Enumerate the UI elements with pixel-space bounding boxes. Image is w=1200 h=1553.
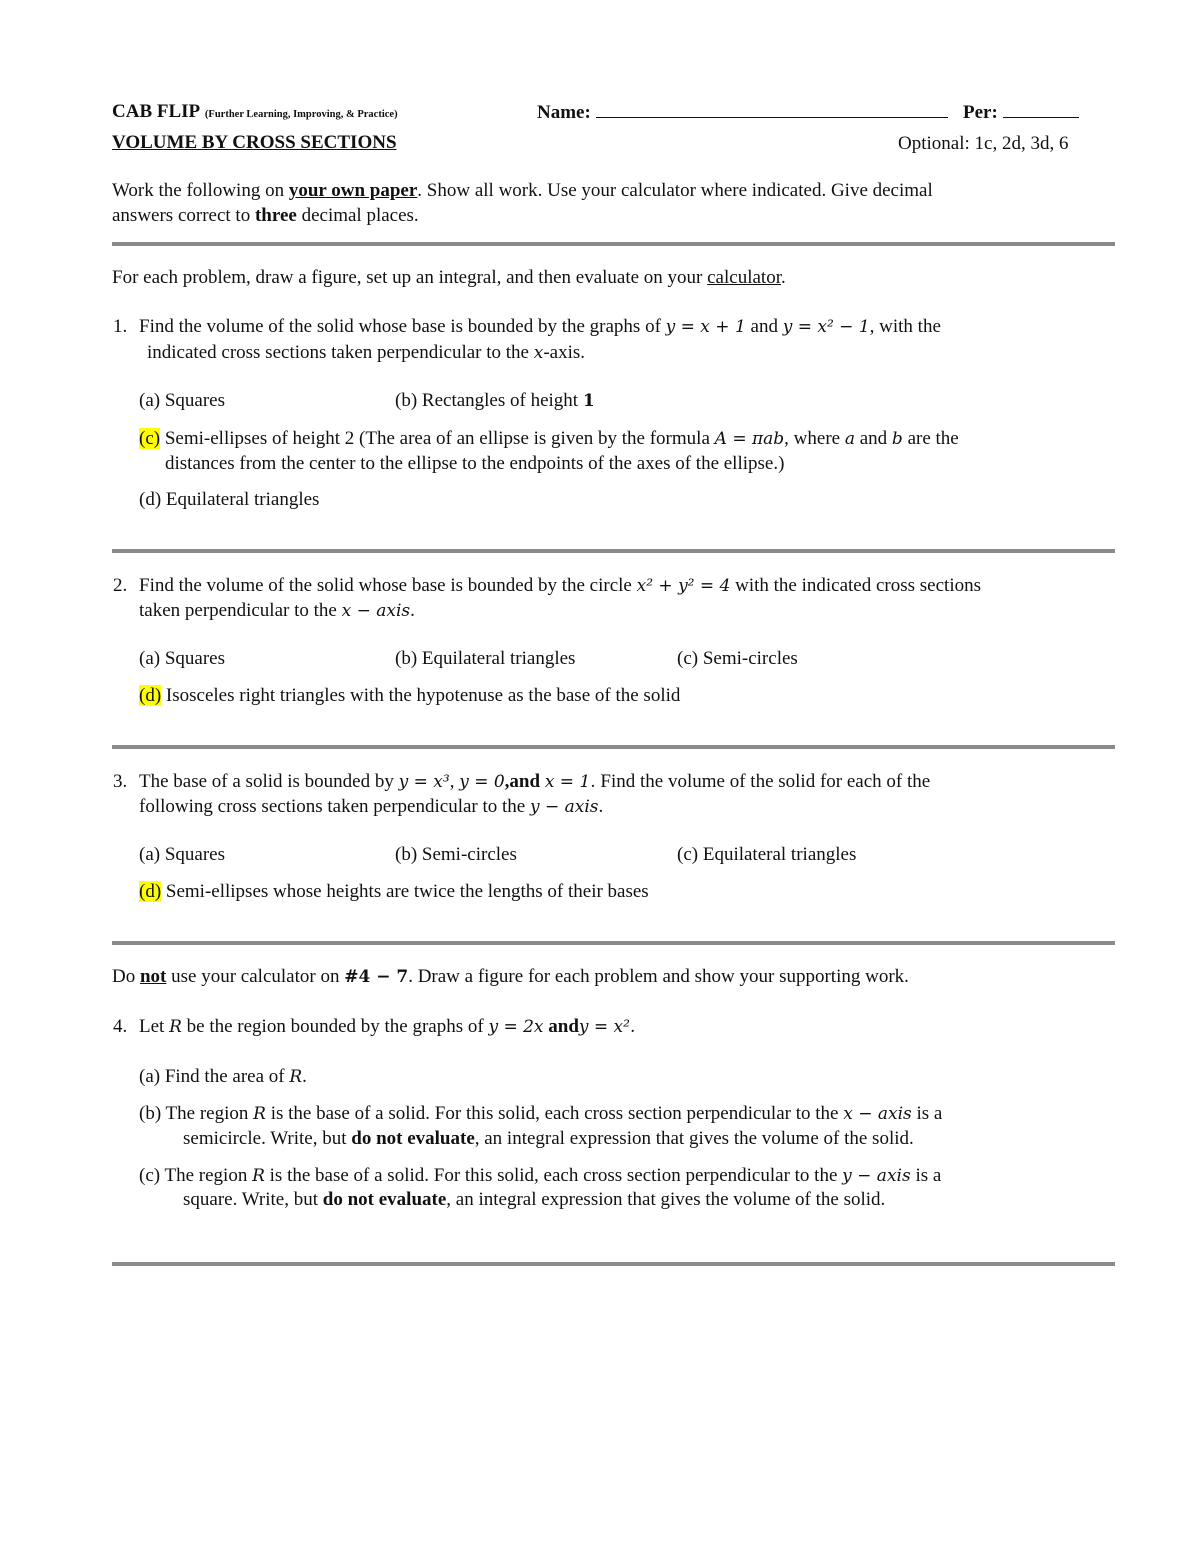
q2-part-d xyxy=(139,685,680,707)
q4-text: be the region bounded by the graphs of xyxy=(181,1016,489,1037)
q4-math: R xyxy=(253,1104,266,1124)
q1-text: and xyxy=(745,316,783,337)
q1-math: b xyxy=(891,429,903,449)
q4-math: R xyxy=(252,1166,265,1186)
q2-text: . xyxy=(410,600,415,621)
q4-math: R xyxy=(289,1067,303,1087)
per-field xyxy=(963,101,1079,124)
q1-math: x xyxy=(533,343,544,363)
intro-text: . Show all work. Use your calculator where indicated. Give decimal xyxy=(417,180,933,201)
q4-text: (b) The region xyxy=(139,1103,254,1124)
q1-text: , where xyxy=(784,428,845,449)
q1-text: are the xyxy=(902,428,959,449)
q1-math: 1 xyxy=(582,391,595,411)
highlight-label: (d) xyxy=(139,881,162,902)
q1-part-b xyxy=(395,390,595,412)
intro-text: Work the following on xyxy=(112,180,289,201)
q4-text: is the base of a solid. For this solid, each cross section perpendicular to the xyxy=(264,1165,843,1186)
q2-line-2 xyxy=(139,600,415,622)
highlight-label: (c) xyxy=(139,428,161,449)
q1-text: Semi-ellipses of height 2 (The area of an ellipse is given by the formula xyxy=(160,428,715,449)
q3-math: y = x³ xyxy=(398,772,450,792)
q4-text: , an integral expression that gives the volume of the solid. xyxy=(446,1189,886,1210)
q4-text: semicircle. Write, but xyxy=(183,1128,352,1149)
divider xyxy=(112,745,1115,749)
instr-text: . xyxy=(780,267,786,288)
q4-text: and xyxy=(543,1016,579,1037)
q1-line-2 xyxy=(147,342,585,364)
q1-math: y = x + 1 xyxy=(665,317,746,337)
q4-text: is a xyxy=(910,1165,942,1186)
intro-emphasis: your own paper xyxy=(288,180,418,201)
q3-math: x = 1. xyxy=(544,772,596,792)
q4-text: (a) Find the area of xyxy=(139,1066,290,1087)
instr-text: Do xyxy=(112,966,140,987)
intro-line-1 xyxy=(112,180,933,202)
divider xyxy=(112,941,1115,945)
q2-text: with the indicated cross sections xyxy=(730,575,981,596)
q2-line-1 xyxy=(139,575,981,597)
optional-note: Optional: 1c, 2d, 3d, 6 xyxy=(898,133,1069,154)
q3-text: . xyxy=(598,796,604,817)
q3-part-d xyxy=(139,881,649,903)
divider xyxy=(112,242,1115,246)
q1-line-1 xyxy=(139,316,941,338)
q4-text: , an integral expression that gives the volume of the solid. xyxy=(474,1128,914,1149)
q3-text: The base of a solid is bounded by xyxy=(139,771,399,792)
instr-text: . Draw a figure for each problem and show your supporting work. xyxy=(408,966,909,987)
q4-part-a xyxy=(139,1066,307,1088)
section1-instructions xyxy=(112,267,786,289)
q4-number: 4. xyxy=(113,1016,128,1037)
q2-part-a: (a) Squares xyxy=(139,648,225,669)
q4-math: y = x². xyxy=(578,1017,636,1037)
q3-text: ,and xyxy=(504,771,545,792)
q4-text: . xyxy=(302,1066,307,1087)
section2-instructions xyxy=(112,966,909,988)
q2-part-c: (c) Semi-circles xyxy=(677,648,798,669)
highlight-label: (d) xyxy=(139,685,162,706)
q1-text: (b) Rectangles of height xyxy=(395,390,583,411)
q4-emphasis: do not evaluate xyxy=(351,1128,475,1149)
q2-text: Find the volume of the solid whose base is bounded by the circle xyxy=(139,575,637,596)
q1-part-c-line-2: distances from the center to the ellipse to the endpoints of the axes of the ellipse.) xyxy=(165,453,785,474)
divider xyxy=(112,1262,1115,1266)
q1-text: and xyxy=(854,428,892,449)
name-field xyxy=(537,101,948,124)
q2-number: 2. xyxy=(113,575,128,596)
q1-number: 1. xyxy=(113,316,128,337)
header-course xyxy=(112,101,398,123)
q4-math: R xyxy=(169,1017,182,1037)
intro-text: decimal places. xyxy=(296,205,419,226)
q4-text: (c) The region xyxy=(139,1165,253,1186)
q4-math: x − axis xyxy=(843,1104,912,1124)
q2-text: Isosceles right triangles with the hypotenuse as the base of the solid xyxy=(161,685,681,706)
name-blank xyxy=(596,101,948,118)
q4-math: y − axis xyxy=(842,1166,911,1186)
q3-line-2 xyxy=(139,796,603,818)
q3-text: Semi-ellipses whose heights are twice the lengths of their bases xyxy=(161,881,649,902)
q1-math: A = πab xyxy=(714,429,785,449)
intro-line-2 xyxy=(112,205,419,227)
q2-text: taken perpendicular to the xyxy=(139,600,342,621)
q1-text: -axis. xyxy=(543,342,586,363)
q1-text: indicated cross sections taken perpendicular to the xyxy=(147,342,534,363)
q4-math: y = 2x xyxy=(488,1017,544,1037)
q3-number: 3. xyxy=(113,771,128,792)
q3-math: y = 0 xyxy=(459,772,505,792)
q3-line-1 xyxy=(139,771,930,793)
q2-part-b: (b) Equilateral triangles xyxy=(395,648,576,669)
q4-part-b-line-2 xyxy=(183,1128,914,1150)
q3-part-a: (a) Squares xyxy=(139,844,225,865)
q4-emphasis: do not evaluate xyxy=(322,1189,447,1210)
q4-part-b xyxy=(139,1103,942,1125)
q1-part-c xyxy=(139,428,959,450)
instr-text: For each problem, draw a figure, set up an integral, and then evaluate on your xyxy=(112,267,708,288)
q4-text: is the base of a solid. For this solid, each cross section perpendicular to the xyxy=(265,1103,844,1124)
q4-text: Let xyxy=(139,1016,170,1037)
course-subtitle: (Further Learning, Improving, & Practice) xyxy=(204,109,398,120)
instr-math: #4 − 7 xyxy=(344,967,409,987)
q3-text: following cross sections taken perpendicular to the xyxy=(139,796,530,817)
intro-emphasis: three xyxy=(254,205,297,226)
name-label: Name: xyxy=(537,102,591,123)
q2-math: x − axis xyxy=(341,601,411,621)
divider xyxy=(112,549,1115,553)
q4-text: is a xyxy=(911,1103,943,1124)
instr-text: use your calculator on xyxy=(166,966,345,987)
q1-math: a xyxy=(844,429,855,449)
q3-part-c: (c) Equilateral triangles xyxy=(677,844,857,865)
q4-part-c-line-2 xyxy=(183,1189,885,1211)
per-blank xyxy=(1003,101,1079,118)
instr-emphasis: calculator xyxy=(707,267,781,288)
q4-part-c xyxy=(139,1165,941,1187)
intro-text: answers correct to xyxy=(112,205,255,226)
q3-text: , xyxy=(449,771,460,792)
q1-text: Find the volume of the solid whose base is bounded by the graphs of xyxy=(139,316,666,337)
q1-part-a: (a) Squares xyxy=(139,390,225,411)
q2-math: x² + y² = 4 xyxy=(636,576,731,596)
q1-text: , with the xyxy=(869,316,941,337)
q3-math: y − axis xyxy=(529,797,599,817)
q4-line-1 xyxy=(139,1016,635,1038)
q1-part-d: (d) Equilateral triangles xyxy=(139,489,320,510)
q3-text: Find the volume of the solid for each of the xyxy=(595,771,931,792)
q3-part-b: (b) Semi-circles xyxy=(395,844,517,865)
instr-emphasis: not xyxy=(139,966,167,987)
q1-math: y = x² − 1 xyxy=(782,317,870,337)
course-title: CAB FLIP xyxy=(112,101,201,122)
worksheet-title: VOLUME BY CROSS SECTIONS xyxy=(112,132,397,153)
q4-text: square. Write, but xyxy=(183,1189,323,1210)
per-label: Per: xyxy=(963,102,998,123)
